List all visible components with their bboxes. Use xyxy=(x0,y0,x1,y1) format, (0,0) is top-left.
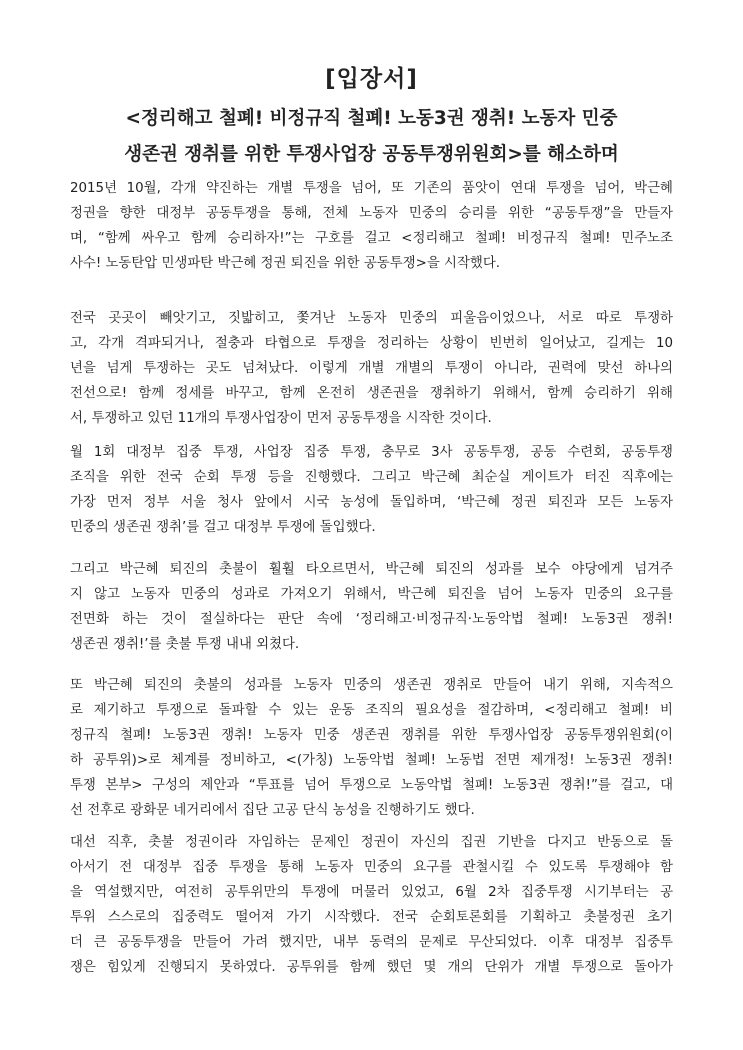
body-line: 하 공투위)>로 체계를 정비하고, <(가칭) 노동악법 철폐! 노동법 전면 제개정! 노동3권 쟁취! xyxy=(70,753,673,768)
body-line: 을 역설했지만, 여전히 공투위만의 투쟁에 머물러 있었고, 6월 2차 집중투쟁 시기부터는 공 xyxy=(70,885,673,900)
body-line: 더 큰 공동투쟁을 만들어 가려 했지만, 내부 동력의 문제로 무산되었다. 이후 대정부 집중투 xyxy=(70,935,673,950)
body-line: 아서기 전 대정부 집중 투쟁을 통해 노동자 민중의 요구를 관철시킬 수 있도록 투쟁해야 함 xyxy=(70,860,673,875)
body-line: 또 박근혜 퇴진의 촛불의 성과를 노동자 민중의 생존권 쟁취로 만들어 내기 위해, 지속적으 xyxy=(70,678,673,693)
body-line: 사수! 노동탄압 민생파탄 박근혜 정권 퇴진을 위한 공동투쟁>을 시작했다. xyxy=(70,256,501,271)
body-line: 투위 스스로의 집중력도 떨어져 가기 시작했다. 전국 순회토론회를 기획하고 촛불정권 초기 xyxy=(70,910,673,925)
paragraph-6 xyxy=(70,830,673,980)
body-line: 월 1회 대정부 집중 투쟁, 사업장 집중 투쟁, 충무로 3사 공동투쟁, 공동 수련회, 공동투쟁 xyxy=(70,445,673,460)
body-line: 전면화 하는 것이 절실하다는 판단 속에 ‘정리해고·비정규직·노동악법 철폐! 노동3권 쟁취! xyxy=(70,612,673,627)
body-line: 서, 투쟁하고 있던 11개의 투쟁사업장이 먼저 공동투쟁을 시작한 것이다. xyxy=(70,411,492,426)
paragraph-4 xyxy=(70,557,673,657)
body-line: 2015년 10월, 각개 약진하는 개별 투쟁을 넘어, 또 기존의 품앗이 연대 투쟁을 넘어, 박근혜 xyxy=(70,181,673,196)
body-line: 며, “함께 싸우고 함께 승리하자!”는 구호를 걸고 <정리해고 철폐! 비정규직 철폐! 민주노조 xyxy=(70,231,673,246)
body-line: 조직을 위한 전국 순회 투쟁 등을 진행했다. 그리고 박근혜 최순실 게이트가 터진 직후에는 xyxy=(70,470,673,485)
paragraph-3 xyxy=(70,440,673,540)
body-line: 투쟁 본부> 구성의 제안과 “투표를 넘어 투쟁으로 노동악법 철폐! 노동3권 쟁취!”를 걸고, 대 xyxy=(70,778,673,793)
title-line-1: <정리해고 철폐! 비정규직 철폐! 노동3권 쟁취! 노동자 민중 xyxy=(125,108,618,129)
body-line: 전선으로! 함께 정세를 바꾸고, 함께 온전히 생존권을 쟁취하기 위해서, 함께 승리하기 위해 xyxy=(70,386,673,401)
title-line-2: 생존권 쟁취를 위한 투쟁사업장 공동투쟁위원회>를 해소하며 xyxy=(124,144,619,165)
body-line: 대선 직후, 촛불 정권이라 자임하는 문제인 정권이 자신의 집권 기반을 다지고 반동으로 돌 xyxy=(70,835,673,850)
body-line: 정규직 철폐! 노동3권 쟁취! 노동자 민중 생존권 쟁취를 위한 투쟁사업장 공동투쟁위원회(이 xyxy=(70,728,673,743)
body-line: 전국 곳곳이 빼앗기고, 짓밟히고, 쫓겨난 노동자 민중의 피울음이었으나, 서로 따로 투쟁하 xyxy=(70,311,673,326)
body-line: 로 제기하고 투쟁으로 돌파할 수 있는 운동 조직의 필요성을 절감하며, <정리해고 철폐! 비 xyxy=(70,703,673,718)
body-line: 선 전후로 광화문 네거리에서 집단 고공 단식 농성을 진행하기도 했다. xyxy=(70,803,475,818)
document-type-heading: [입장서] xyxy=(325,66,418,92)
body-line: 그리고 박근혜 퇴진의 촛불이 훨훨 타오르면서, 박근혜 퇴진의 성과를 보수 야당에게 넘겨주 xyxy=(70,562,673,577)
paragraph-2 xyxy=(70,306,673,431)
body-line: 가장 먼저 정부 서울 청사 앞에서 시국 농성에 돌입하며, ‘박근혜 정권 퇴진과 모든 노동자 xyxy=(70,495,673,510)
paragraph-1 xyxy=(70,176,673,276)
body-line: 생존권 쟁취!’를 촛불 투쟁 내내 외쳤다. xyxy=(70,637,300,652)
body-line: 정권을 향한 대정부 공동투쟁을 통해, 전체 노동자 민중의 승리를 위한 “공동투쟁”을 만들자 xyxy=(70,206,673,221)
body-line: 지 않고 노동자 민중의 성과로 가져오기 위해서, 박근혜 퇴진을 넘어 노동자 민중의 요구를 xyxy=(70,587,673,602)
body-line: 년을 넘게 투쟁하는 곳도 넘쳐났다. 이렇게 개별 개별의 투쟁이 아니라, 권력에 맞선 하나의 xyxy=(70,361,673,376)
body-line: 쟁은 힘있게 진행되지 못하였다. 공투위를 함께 했던 몇 개의 단위가 개별 투쟁으로 돌아가 xyxy=(70,960,673,975)
body-line: 민중의 생존권 쟁취’를 걸고 대정부 투쟁에 돌입했다. xyxy=(70,520,376,535)
body-line: 고, 각개 격파되거나, 절충과 타협으로 투쟁을 정리하는 상황이 빈번히 일어났고, 길게는 10 xyxy=(70,336,673,351)
paragraph-5 xyxy=(70,673,673,823)
